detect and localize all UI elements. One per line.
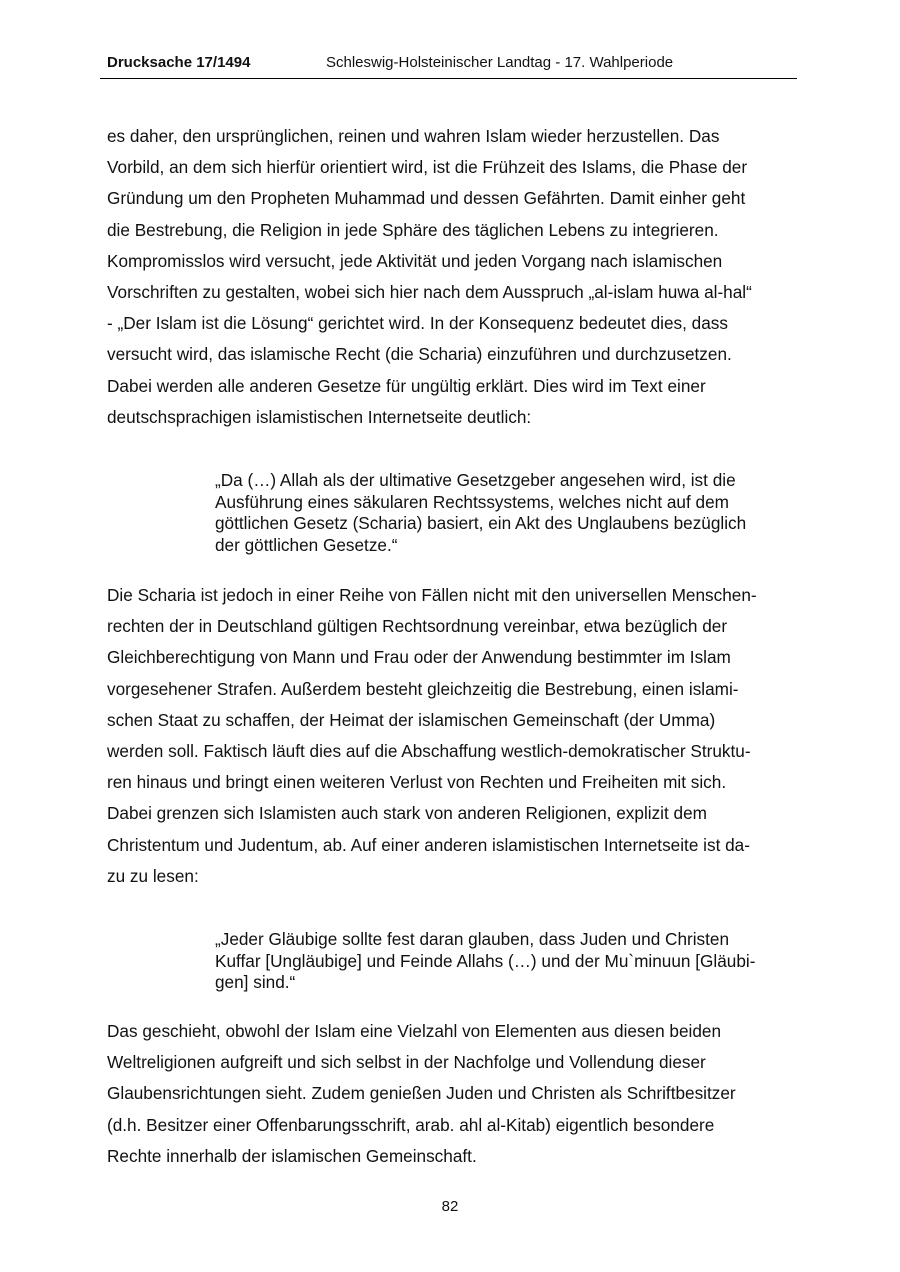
- body-paragraph-1: [107, 121, 807, 433]
- text-line: deutschsprachigen islamistischen Internetseite deutlich:: [107, 406, 532, 427]
- text-line: vorgesehener Strafen. Außerdem besteht gleichzeitig die Bestrebung, einen islami-: [107, 678, 739, 699]
- text-line: (d.h. Besitzer einer Offenbarungsschrift, arab. ahl al-Kitab) eigentlich besondere: [107, 1114, 715, 1135]
- text-line: rechten der in Deutschland gültigen Rechtsordnung vereinbar, etwa bezüglich der: [107, 616, 728, 637]
- text-line: Gründung um den Propheten Muhammad und dessen Gefährten. Damit einher geht: [107, 188, 746, 209]
- text-line: Glaubensrichtungen sieht. Zudem genießen Juden und Christen als Schriftbesitzer: [107, 1083, 736, 1104]
- text-line: Christentum und Judentum, ab. Auf einer anderen islamistischen Internetseite ist da-: [107, 834, 750, 855]
- text-line: schen Staat zu schaffen, der Heimat der islamischen Gemeinschaft (der Umma): [107, 709, 716, 730]
- text-line: Gleichberechtigung von Mann und Frau oder der Anwendung bestimmter im Islam: [107, 647, 731, 668]
- text-line: Vorschriften zu gestalten, wobei sich hier nach dem Ausspruch „al-islam huwa al-hal“: [107, 282, 752, 303]
- text-line: versucht wird, das islamische Recht (die Scharia) einzuführen und durchzusetzen.: [107, 344, 732, 365]
- text-line: Die Scharia ist jedoch in einer Reihe von Fällen nicht mit den universellen Menschen-: [107, 585, 757, 605]
- quote-line: Kuffar [Ungläubige] und Feinde Allahs (…) und der Mu`minuun [Gläubi-: [215, 950, 756, 971]
- text-line: ren hinaus und bringt einen weiteren Verlust von Rechten und Freiheiten mit sich.: [107, 772, 727, 793]
- text-line: zu zu lesen:: [107, 865, 199, 886]
- body-paragraph-2: [107, 580, 807, 892]
- text-line: Das geschieht, obwohl der Islam eine Vielzahl von Elementen aus diesen beiden: [107, 1021, 722, 1041]
- page-number: 82: [441, 1198, 459, 1215]
- text-line: Vorbild, an dem sich hierfür orientiert wird, ist die Frühzeit des Islams, die Phase der: [107, 157, 748, 178]
- quote-line: gen] sind.“: [215, 972, 296, 992]
- block-quote-2: [215, 929, 805, 994]
- text-line: - „Der Islam ist die Lösung“ gerichtet wird. In der Konsequenz bedeutet dies, dass: [107, 313, 728, 334]
- quote-line: „Da (…) Allah als der ultimative Gesetzgeber angesehen wird, ist die: [215, 470, 736, 490]
- text-line: die Bestrebung, die Religion in jede Sphäre des täglichen Lebens zu integrieren.: [107, 219, 719, 240]
- text-line: Dabei werden alle anderen Gesetze für ungültig erklärt. Dies wird im Text einer: [107, 375, 706, 396]
- text-line: werden soll. Faktisch läuft dies auf die Abschaffung westlich-demokratischer Struktu-: [107, 741, 751, 762]
- document-number: Drucksache 17/1494: [107, 54, 251, 71]
- quote-line: der göttlichen Gesetze.“: [215, 534, 398, 555]
- text-line: es daher, den ursprünglichen, reinen und wahren Islam wieder herzustellen. Das: [107, 126, 720, 146]
- block-quote-1: [215, 470, 805, 556]
- quote-line: „Jeder Gläubige sollte fest daran glauben, dass Juden und Christen: [215, 929, 730, 949]
- text-line: Dabei grenzen sich Islamisten auch stark von anderen Religionen, explizit dem: [107, 803, 707, 824]
- body-paragraph-3: [107, 1016, 807, 1172]
- text-line: Kompromisslos wird versucht, jede Aktivität und jeden Vorgang nach islamischen: [107, 250, 723, 271]
- text-line: Rechte innerhalb der islamischen Gemeinschaft.: [107, 1145, 477, 1166]
- quote-line: Ausführung eines säkularen Rechtssystems, welches nicht auf dem: [215, 491, 729, 512]
- parliament-title: Schleswig-Holsteinischer Landtag - 17. Wahlperiode: [326, 54, 674, 71]
- page-header: [100, 52, 797, 79]
- quote-line: göttlichen Gesetz (Scharia) basiert, ein Akt des Unglaubens bezüglich: [215, 513, 747, 533]
- text-line: Weltreligionen aufgreift und sich selbst in der Nachfolge und Vollendung dieser: [107, 1052, 706, 1073]
